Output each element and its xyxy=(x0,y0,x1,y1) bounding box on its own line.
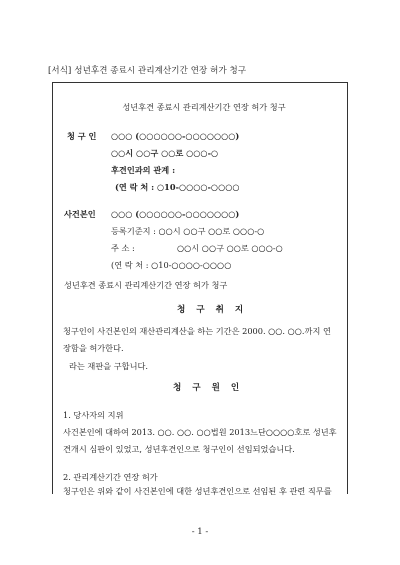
petitioner-name: ○○○ (○○○○○○-○○○○○○○) xyxy=(111,131,240,141)
petitioner-relation: 후견인과의 관계 : xyxy=(111,165,176,175)
purpose-line-3: 라는 재판을 구합니다. xyxy=(69,361,148,371)
cause-section-1-title: 1. 당사자의 지위 xyxy=(63,410,124,420)
purpose-heading: 청 구 취 지 xyxy=(177,305,248,315)
ward-label: 사건본인 xyxy=(64,209,96,219)
cause-section-1-line-1: 사건본인에 대하여 2013. ○○. ○○. ○○법원 2013느단○○○○호로 성년후 xyxy=(63,427,337,437)
purpose-line-2: 장함을 허가한다. xyxy=(63,343,124,353)
ward-name: ○○○ (○○○○○○-○○○○○○○) xyxy=(111,209,240,219)
petitioner-label: 청 구 인 xyxy=(67,131,97,141)
petitioner-address: ○○시 ○○구 ○○로 ○○○-○ xyxy=(111,148,219,158)
purpose-line-1: 청구인이 사건본인의 재산관리계산을 하는 기간은 2000. ○○. ○○.까지 연 xyxy=(63,326,331,336)
cause-section-2-line-1: 청구인은 위와 같이 사건본인에 대한 성년후견인으로 선임된 후 관련 직무를 xyxy=(63,486,332,496)
form-label: [서식] 성년후견 종료시 관리계산기간 연장 허가 청구 xyxy=(48,66,247,76)
ward-address: ○○시 ○○구 ○○로 ○○○-○ xyxy=(177,243,283,253)
cause-section-2-title: 2. 관리계산기간 연장 허가 xyxy=(63,472,158,482)
ward-address-label: 주 소 : xyxy=(111,243,135,253)
page-number: - 1 - xyxy=(191,527,209,537)
case-name: 성년후견 종료시 관리계산기간 연장 허가 청구 xyxy=(64,280,228,290)
ward-contact: (연 락 처 : ○10-○○○○-○○○○ xyxy=(111,260,232,270)
cause-section-1-line-2: 견개시 심판이 있었고, 성년후견인으로 청구인이 선임되었습니다. xyxy=(63,444,295,454)
petitioner-contact: (연 락 처 : ○10-○○○○-○○○○ xyxy=(115,182,240,192)
ward-registered: 등록기준지 : ○○시 ○○구 ○○로 ○○○-○ xyxy=(111,226,265,236)
form-frame xyxy=(52,82,348,494)
cause-heading: 청 구 원 인 xyxy=(173,383,244,393)
form-title: 성년후견 종료시 관리계산기간 연장 허가 청구 xyxy=(122,102,286,112)
